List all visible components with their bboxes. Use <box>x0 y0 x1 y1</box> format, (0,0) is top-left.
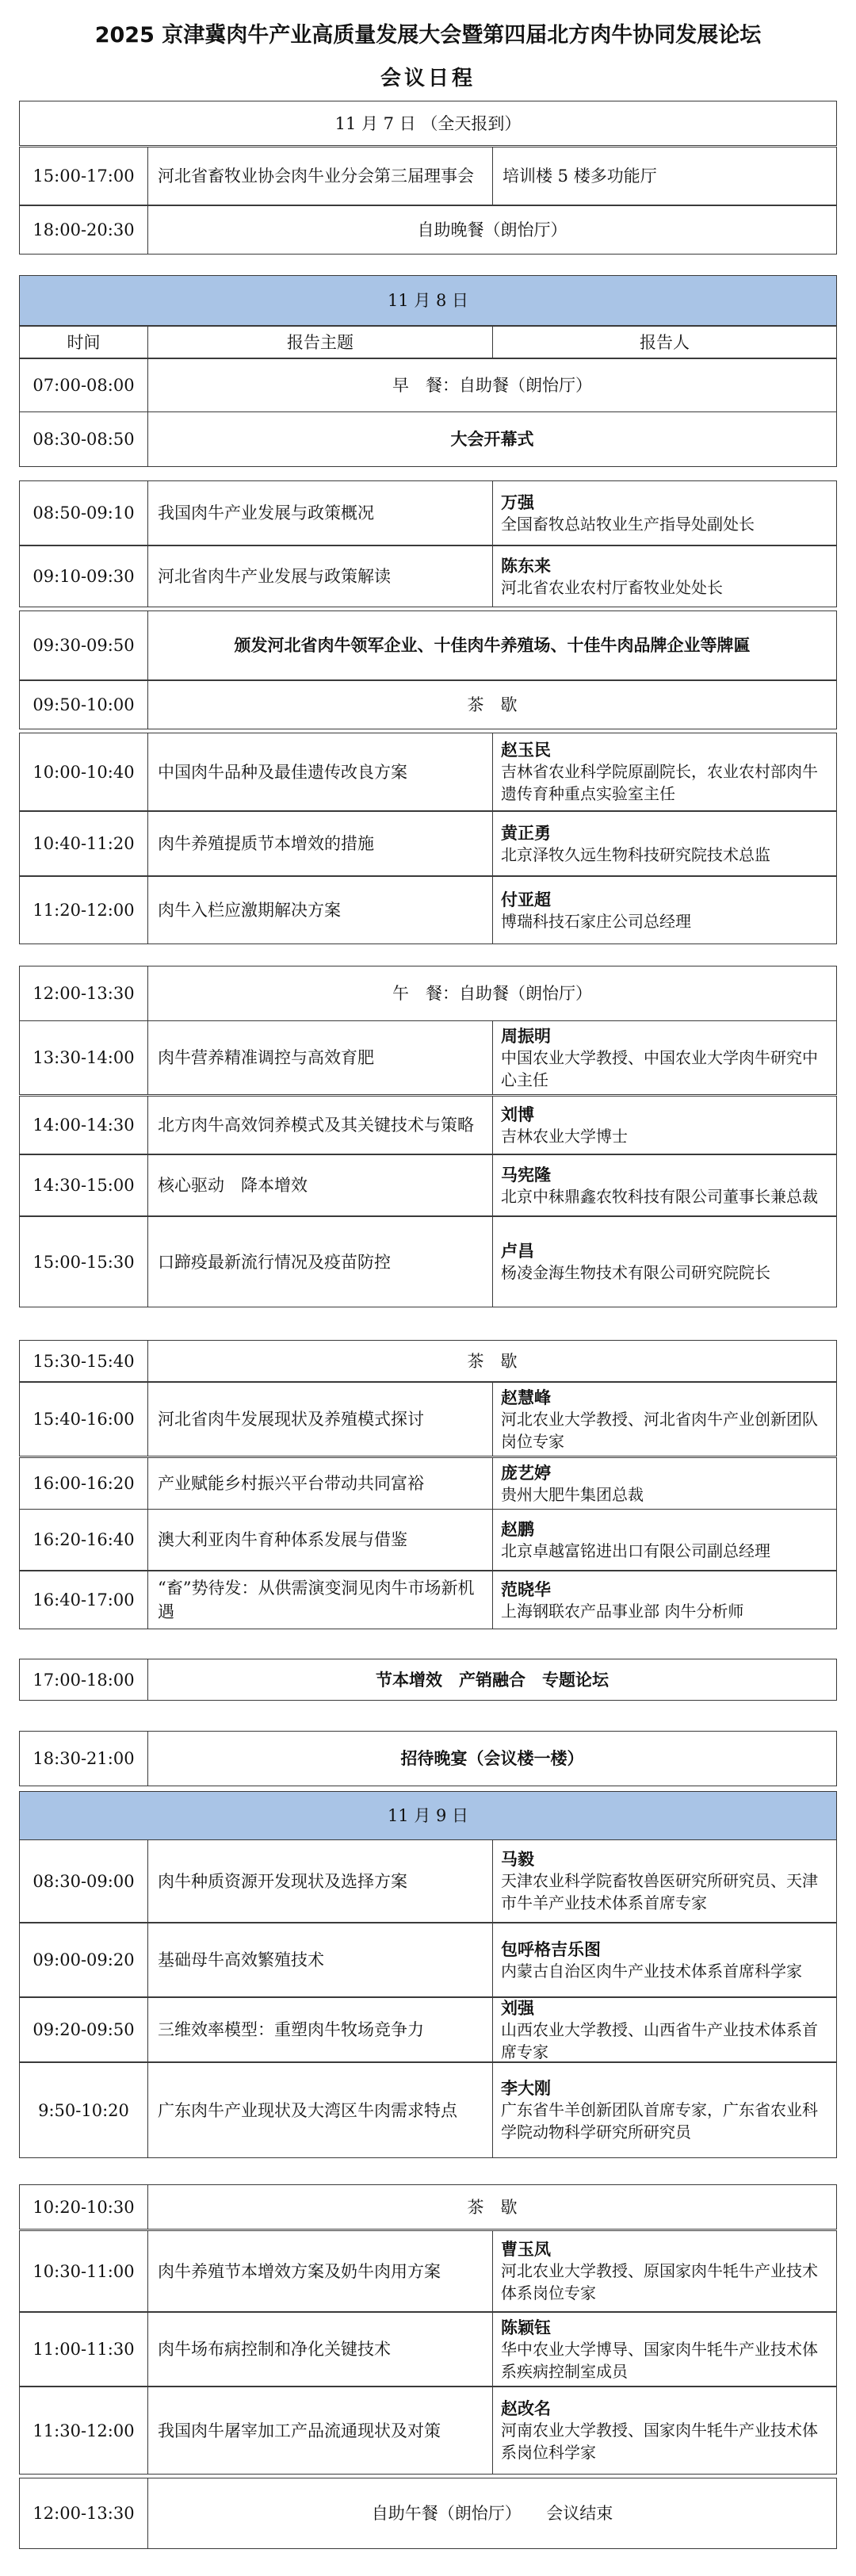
event-label: 颁发河北省肉牛领军企业、十佳肉牛养殖场、十佳牛肉品牌企业等牌匾 <box>147 611 836 679</box>
speaker-cell <box>492 877 836 944</box>
talk-row <box>19 1020 837 1095</box>
event-label: 早 餐：自助餐（朗怡厅） <box>147 359 836 411</box>
talk-topic: 肉牛场布病控制和净化关键技术 <box>147 2313 492 2386</box>
talk-topic: 我国肉牛屠宰加工产品流通现状及对策 <box>147 2387 492 2474</box>
speaker-name: 赵慧峰 <box>501 1387 551 1407</box>
day-label: 11 月 9 日 <box>387 1806 469 1825</box>
speaker-title: 杨凌金海生物技术有限公司研究院院长 <box>501 1263 770 1282</box>
day-label: 11 月 8 日 <box>387 291 469 310</box>
speaker-title: 全国畜牧总站牧业生产指导处副处长 <box>501 514 755 534</box>
speaker-title: 华中农业大学博导、国家肉牛牦牛产业技术体系疾病控制室成员 <box>501 2339 818 2381</box>
speaker-name: 庞艺婷 <box>501 1462 551 1483</box>
talk-row <box>19 1839 837 1923</box>
talk-row <box>19 2312 837 2387</box>
speaker-cell <box>492 1383 836 1456</box>
speaker-title: 河北农业大学教授、原国家肉牛牦牛产业技术体系岗位专家 <box>501 2261 818 2302</box>
day-label: 11 月 7 日 （全天报到） <box>334 113 522 133</box>
talk-topic: 核心驱动 降本增效 <box>147 1155 492 1215</box>
time-slot: 17:00-18:00 <box>32 1670 135 1690</box>
event-row <box>19 966 837 1021</box>
talk-topic: 河北省肉牛产业发展与政策解读 <box>147 546 492 607</box>
speaker-title: 北京泽牧久远生物科技研究院技术总监 <box>501 844 770 864</box>
talk-topic: 肉牛营养精准调控与高效育肥 <box>147 1021 492 1094</box>
time-slot: 16:40-17:00 <box>32 1590 135 1610</box>
speaker-cell <box>492 1840 836 1922</box>
talk-topic: 产业赋能乡村振兴平台带动共同富裕 <box>147 1458 492 1509</box>
speaker-cell <box>492 2063 836 2157</box>
talk-row <box>19 545 837 607</box>
speaker-name: 陈东来 <box>501 555 551 576</box>
talk-row <box>19 2062 837 2158</box>
talk-topic: 澳大利亚肉牛育种体系发展与借鉴 <box>147 1510 492 1570</box>
speaker-cell <box>492 1021 836 1094</box>
time-slot: 11:30-12:00 <box>32 2421 135 2440</box>
event-label: 大会开幕式 <box>147 412 836 466</box>
speaker-cell <box>492 1571 836 1629</box>
time-slot: 14:00-14:30 <box>32 1116 135 1135</box>
speaker-cell <box>492 812 836 875</box>
talk-row <box>19 1571 837 1629</box>
speaker-name: 赵鹏 <box>501 1518 534 1539</box>
speaker-cell <box>492 1458 836 1509</box>
event-row <box>19 411 837 467</box>
column-header-time: 时间 <box>67 332 101 352</box>
speaker-name: 赵改名 <box>501 2398 551 2418</box>
time-slot: 18:30-21:00 <box>32 1749 135 1768</box>
talk-row <box>19 876 837 944</box>
speaker-name: 刘强 <box>501 1998 534 2018</box>
speaker-title: 贵州大肥牛集团总裁 <box>501 1484 644 1504</box>
talk-row <box>19 1509 837 1571</box>
event-row <box>19 358 837 412</box>
speaker-title: 天津农业科学院畜牧兽医研究所研究员、天津市牛羊产业技术体系首席专家 <box>501 1871 818 1912</box>
talk-topic: 我国肉牛产业发展与政策概况 <box>147 481 492 545</box>
session-topic: 河北省畜牧业协会肉牛业分会第三届理事会 <box>147 147 492 205</box>
event-row <box>19 611 837 680</box>
time-slot: 10:30-11:00 <box>32 2261 135 2281</box>
time-slot: 15:00-15:30 <box>32 1252 135 1272</box>
event-label: 招待晚宴（会议楼一楼） <box>147 1732 836 1786</box>
speaker-cell <box>492 2313 836 2386</box>
event-row <box>19 680 837 729</box>
document-title: 2025 京津冀肉牛产业高质量发展大会暨第四届北方肉牛协同发展论坛 <box>94 23 762 48</box>
talk-row <box>19 1154 837 1216</box>
talk-row <box>19 2230 837 2312</box>
speaker-title: 河北省农业农村厅畜牧业处处长 <box>501 577 723 597</box>
speaker-cell <box>492 1155 836 1215</box>
talk-row <box>19 1997 837 2062</box>
speaker-name: 曹玉凤 <box>501 2239 551 2259</box>
speaker-cell <box>492 1510 836 1570</box>
speaker-title: 吉林农业大学博士 <box>501 1126 628 1146</box>
column-header-speaker <box>492 327 836 358</box>
time-slot: 11:20-12:00 <box>32 901 135 920</box>
time-slot: 16:20-16:40 <box>32 1530 135 1549</box>
event-label: 午 餐：自助餐（朗怡厅） <box>147 966 836 1020</box>
time-slot: 09:20-09:50 <box>32 2020 135 2039</box>
event-row <box>19 2478 837 2549</box>
talk-topic: 北方肉牛高效饲养模式及其关键技术与策略 <box>147 1097 492 1154</box>
talk-topic: 广东肉牛产业现状及大湾区牛肉需求特点 <box>147 2063 492 2157</box>
speaker-name: 包呼格吉乐图 <box>501 1939 601 1959</box>
day-header-row <box>19 275 837 326</box>
speaker-name: 万强 <box>501 492 534 512</box>
speaker-cell <box>492 546 836 607</box>
speaker-name: 周振明 <box>501 1025 551 1046</box>
speaker-name: 陈颖钰 <box>501 2317 551 2337</box>
talk-topic: 河北省肉牛发展现状及养殖模式探讨 <box>147 1383 492 1456</box>
event-label: 茶 歇 <box>147 1341 836 1381</box>
speaker-cell <box>492 481 836 545</box>
time-slot: 14:30-15:00 <box>32 1176 135 1195</box>
talk-row <box>19 2387 837 2475</box>
speaker-cell <box>492 1998 836 2061</box>
speaker-name: 范晓华 <box>501 1579 551 1599</box>
speaker-title: 北京中秣鼎鑫农牧科技有限公司董事长兼总裁 <box>501 1186 818 1206</box>
event-label: 茶 歇 <box>147 681 836 729</box>
event-row <box>19 205 837 255</box>
talk-topic: 肉牛种质资源开发现状及选择方案 <box>147 1840 492 1922</box>
talk-topic: 肉牛养殖提质节本增效的措施 <box>147 812 492 875</box>
speaker-cell <box>492 1923 836 1996</box>
time-slot: 13:30-14:00 <box>32 1048 135 1067</box>
time-slot: 09:00-09:20 <box>32 1950 135 1969</box>
time-slot: 15:00-17:00 <box>32 167 135 186</box>
talk-topic: 三维效率模型：重塑肉牛牧场竞争力 <box>147 1998 492 2061</box>
event-label: 自助晚餐（朗怡厅） <box>147 206 836 254</box>
speaker-name: 马毅 <box>501 1849 534 1869</box>
column-header-topic: 报告主题 <box>147 327 492 358</box>
talk-row <box>19 811 837 876</box>
time-slot: 07:00-08:00 <box>32 376 135 395</box>
talk-topic: 口蹄疫最新流行情况及疫苗防控 <box>147 1217 492 1307</box>
talk-row <box>19 733 837 811</box>
document-subtitle: 会议日程 <box>380 67 476 90</box>
speaker-name: 刘博 <box>501 1104 534 1124</box>
speaker-name: 马宪隆 <box>501 1164 551 1185</box>
event-row <box>19 1340 837 1382</box>
time-slot: 18:00-20:30 <box>32 220 135 239</box>
time-slot: 16:00-16:20 <box>32 1474 135 1493</box>
speaker-title: 北京卓越富铭进出口有限公司副总经理 <box>501 1541 770 1560</box>
time-slot: 10:00-10:40 <box>32 762 135 782</box>
speaker-cell <box>492 1097 836 1154</box>
talk-row <box>19 1096 837 1154</box>
speaker-name: 黄正勇 <box>501 822 551 843</box>
talk-topic: 肉牛养殖节本增效方案及奶牛肉用方案 <box>147 2231 492 2311</box>
speaker-title: 山西农业大学教授、山西省牛产业技术体系首席专家 <box>501 2019 818 2061</box>
speaker-title: 广东省牛羊创新团队首席专家，广东省农业科学院动物科学研究所研究员 <box>501 2100 818 2142</box>
talk-row <box>19 1382 837 1456</box>
speaker-cell <box>492 733 836 810</box>
day-header-row <box>19 101 837 146</box>
speaker-title: 河南农业大学教授、国家肉牛牦牛产业技术体系岗位科学家 <box>501 2421 818 2462</box>
time-slot: 09:50-10:00 <box>32 695 135 714</box>
talk-row <box>19 1923 837 1997</box>
talk-row <box>19 1457 837 1510</box>
talk-topic: 中国肉牛品种及最佳遗传改良方案 <box>147 733 492 810</box>
speaker-title: 上海钢联农产品事业部 肉牛分析师 <box>501 1601 744 1621</box>
speaker-cell <box>492 1217 836 1307</box>
event-label: 自助午餐（朗怡厅） 会议结束 <box>147 2478 836 2548</box>
talk-row <box>19 480 837 545</box>
speaker-name: 卢昌 <box>501 1241 534 1261</box>
time-slot: 08:50-09:10 <box>32 503 135 522</box>
event-row <box>19 1659 837 1701</box>
event-label: 节本增效 产销融合 专题论坛 <box>147 1659 836 1700</box>
talk-topic: “畜”势待发：从供需演变洞见肉牛市场新机遇 <box>147 1571 492 1629</box>
speaker-cell <box>492 2387 836 2474</box>
speaker-title: 吉林省农业科学院原副院长，农业农村部肉牛遗传育种重点实验室主任 <box>501 762 818 803</box>
time-slot: 12:00-13:30 <box>32 2504 135 2523</box>
speaker-name: 李大刚 <box>501 2078 551 2098</box>
speaker-title: 博瑞科技石家庄公司总经理 <box>501 911 691 931</box>
time-slot: 09:10-09:30 <box>32 567 135 586</box>
speaker-cell <box>492 2231 836 2311</box>
time-slot: 08:30-09:00 <box>32 1871 135 1891</box>
meeting-row <box>19 147 837 205</box>
session-location: 培训楼 5 楼多功能厅 <box>492 147 836 205</box>
time-slot: 9:50-10:20 <box>38 2100 129 2120</box>
talk-topic: 基础母牛高效繁殖技术 <box>147 1923 492 1996</box>
talk-topic: 肉牛入栏应激期解决方案 <box>147 877 492 944</box>
speaker-title: 内蒙古自治区肉牛产业技术体系首席科学家 <box>501 1961 802 1981</box>
time-slot: 11:00-11:30 <box>32 2340 135 2359</box>
speaker-title: 河北农业大学教授、河北省肉牛产业创新团队岗位专家 <box>501 1409 818 1451</box>
time-slot: 10:20-10:30 <box>32 2197 135 2217</box>
event-label: 茶 歇 <box>147 2185 836 2229</box>
column-header-speaker-label: 报告人 <box>640 332 690 352</box>
time-slot: 10:40-11:20 <box>32 834 135 853</box>
event-row <box>19 2184 837 2230</box>
time-slot: 08:30-08:50 <box>32 430 135 449</box>
talk-row <box>19 1216 837 1307</box>
day-header-row <box>19 1791 837 1840</box>
speaker-name: 付亚超 <box>501 889 551 909</box>
event-row <box>19 1731 837 1786</box>
column-header-row <box>19 326 837 358</box>
speaker-title: 中国农业大学教授、中国农业大学肉牛研究中心主任 <box>501 1047 818 1089</box>
speaker-name: 赵玉民 <box>501 740 551 760</box>
time-slot: 12:00-13:30 <box>32 984 135 1003</box>
time-slot: 15:40-16:00 <box>32 1410 135 1429</box>
time-slot: 09:30-09:50 <box>32 636 135 655</box>
time-slot: 15:30-15:40 <box>32 1351 135 1371</box>
